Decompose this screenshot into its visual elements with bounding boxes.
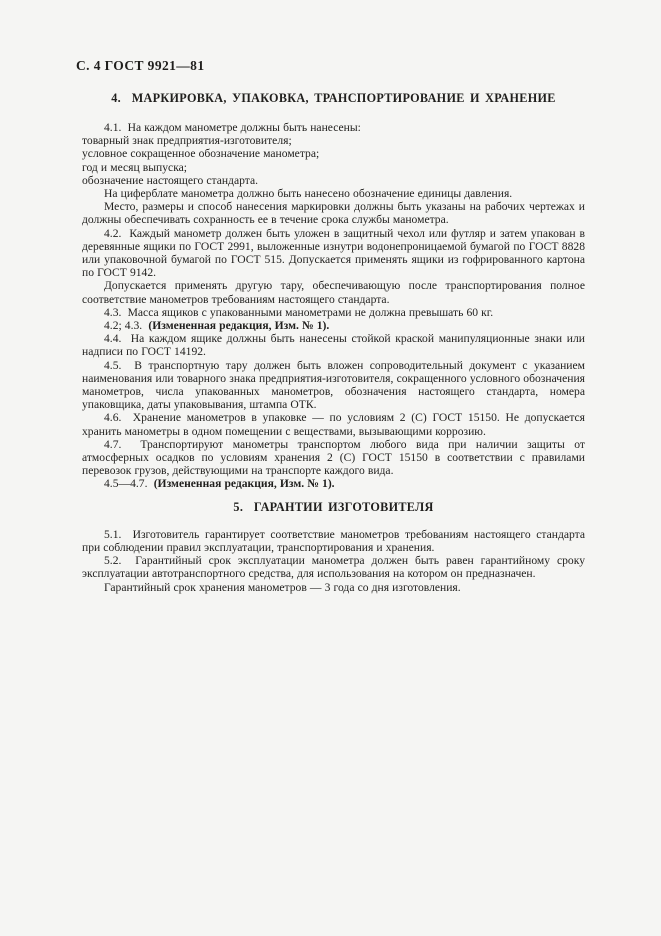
text-run: 4.4. На каждом ящике должны быть нанесены стойкой краской манипуляционные знаки или надписи по ГОСТ 14192. bbox=[82, 332, 585, 359]
text-run: обозначение настоящего стандарта. bbox=[82, 173, 258, 187]
text-run: На циферблате манометра должно быть нанесено обозначение единицы давления. bbox=[104, 187, 513, 201]
text-run: 5.1. Изготовитель гарантирует соответствие манометров требованиям настоящего стандарта при соблюдении правил эксплуатации, транспортирования и хранения. bbox=[82, 527, 585, 554]
emphasis-text-run: (Измененная редакция, Изм. № 1). bbox=[153, 477, 335, 491]
paragraph bbox=[82, 438, 585, 478]
paragraph bbox=[82, 359, 585, 412]
paragraph bbox=[82, 279, 585, 305]
document-section-1 bbox=[82, 91, 585, 491]
text-run: Гарантийный срок хранения манометров — 3 года со дня изготовления. bbox=[104, 580, 461, 594]
text-run: 4.6. Хранение манометров в упаковке — по условиям 2 (С) ГОСТ 15150. Не допускается хранить манометры в одном помещении с веществами, вызывающими коррозию. bbox=[82, 411, 585, 438]
page-header: С. 4 ГОСТ 9921—81 bbox=[76, 58, 205, 73]
section-title: 4. МАРКИРОВКА, УПАКОВКА, ТРАНСПОРТИРОВАНИЕ И ХРАНЕНИЕ bbox=[111, 91, 556, 105]
paragraph bbox=[82, 528, 585, 554]
document-content bbox=[82, 91, 585, 594]
document-section-2 bbox=[82, 500, 585, 594]
paragraph bbox=[82, 121, 585, 134]
paragraph bbox=[82, 174, 585, 187]
text-run: 4.3. Масса ящиков с упакованными манометрами не должна превышать 60 кг. bbox=[104, 305, 494, 319]
paragraph bbox=[82, 411, 585, 437]
text-run: год и месяц выпуска; bbox=[82, 160, 188, 174]
text-run: 4.5. В транспортную тару должен быть вложен сопроводительный документ с указанием наименования или товарного знака предприятия-изготовителя, сокращенного условного обозначения манометров, числа упакованных манометров, обозначения настоящего стандарта, номера упаковщика, даты упаковывания, штампа ОТК. bbox=[82, 358, 585, 412]
paragraph bbox=[82, 134, 585, 147]
text-run: условное сокращенное обозначение манометра; bbox=[82, 147, 320, 161]
paragraph bbox=[82, 332, 585, 358]
text-run: 4.7. Транспортируют манометры транспортом любого вида при наличии защиты от атмосферных осадков по условиям хранения 2 (С) ГОСТ 15150 в соответствии с правилами перевозок грузов, действующими на транспорте каждого вида. bbox=[82, 437, 585, 478]
paragraph bbox=[82, 581, 585, 594]
paragraph bbox=[82, 187, 585, 200]
paragraph bbox=[82, 477, 585, 490]
paragraph bbox=[82, 306, 585, 319]
emphasis-text-run: (Измененная редакция, Изм. № 1). bbox=[148, 319, 330, 333]
text-run: 4.2. Каждый манометр должен быть уложен в защитный чехол или футляр и затем упакован в деревянные ящики по ГОСТ 2991, выложенные изнутри водонепроницаемой бумагой по ГОСТ 8828 или упаковочной бумагой по ГОСТ 515. Допускается применять ящики из гофрированного картона по ГОСТ 9142. bbox=[82, 226, 585, 280]
text-run: 4.2; 4.3. bbox=[104, 319, 149, 333]
text-run: 4.1. На каждом манометре должны быть нанесены: bbox=[104, 121, 361, 134]
text-run: 4.5—4.7. bbox=[104, 477, 154, 491]
paragraph bbox=[82, 554, 585, 580]
paragraph bbox=[82, 161, 585, 174]
text-run: Место, размеры и способ нанесения маркировки должны быть указаны на рабочих чертежах и должны обеспечивать сохранность ее в течение срока службы манометра. bbox=[82, 200, 585, 227]
paragraph bbox=[82, 227, 585, 280]
section-title: 5. ГАРАНТИИ ИЗГОТОВИТЕЛЯ bbox=[233, 499, 434, 514]
text-run: 5.2. Гарантийный срок эксплуатации манометра должен быть равен гарантийному сроку эксплуатации автотранспортного средства, для использования на котором он предназначен. bbox=[82, 554, 585, 581]
paragraph bbox=[82, 319, 585, 332]
paragraph bbox=[82, 147, 585, 160]
paragraph bbox=[82, 200, 585, 226]
text-run: товарный знак предприятия-изготовителя; bbox=[82, 134, 292, 148]
text-run: Допускается применять другую тару, обеспечивающую после транспортирования полное соответствие манометров требованиям настоящего стандарта. bbox=[82, 279, 585, 306]
